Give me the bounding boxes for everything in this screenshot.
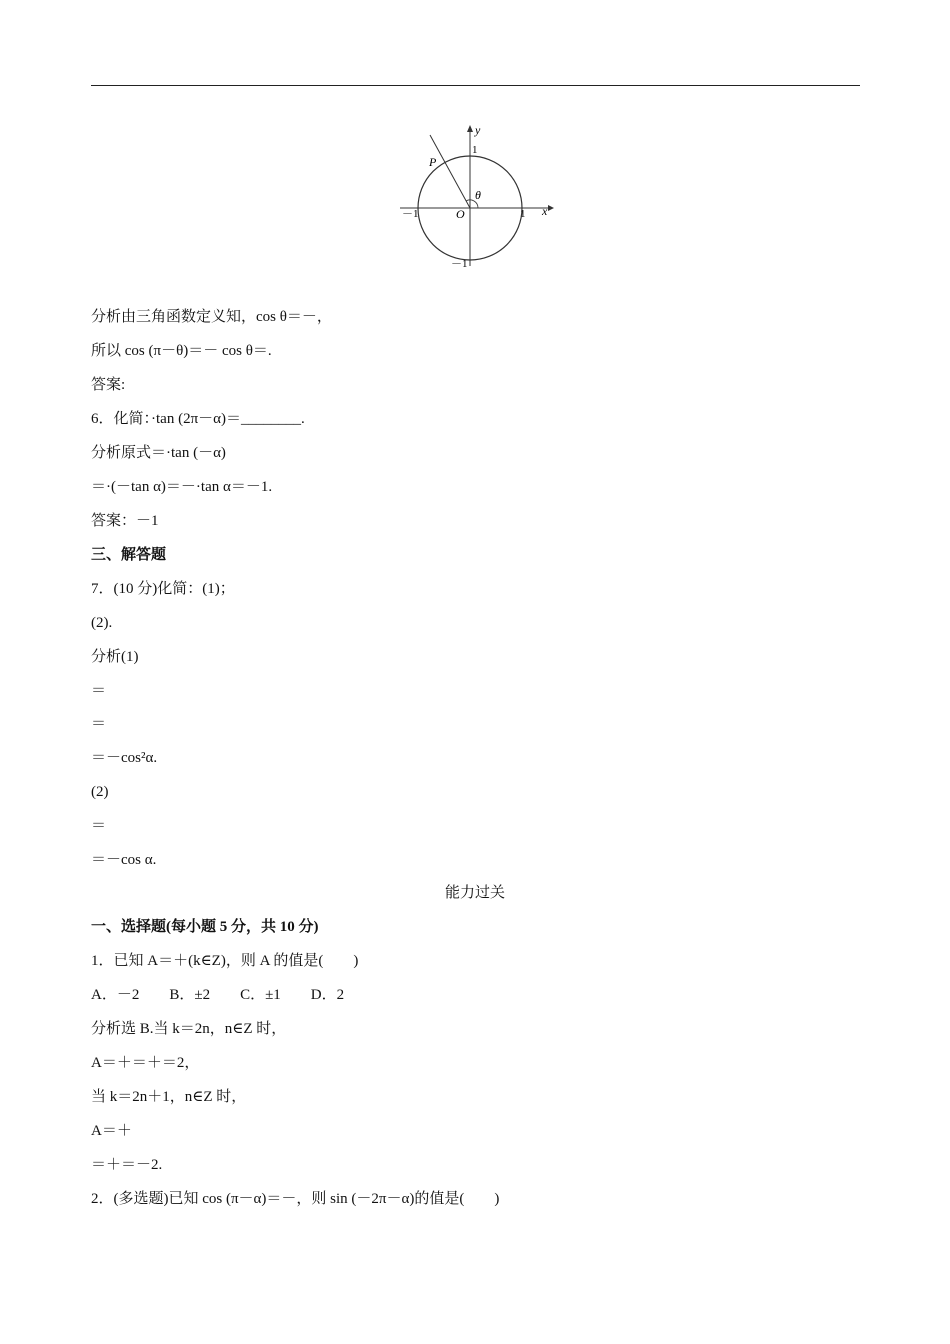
text-line: 答案: <box>91 377 126 393</box>
text-line: 分析原式＝·tan (－α) <box>91 445 226 461</box>
text-line: A＝＋ <box>91 1123 132 1139</box>
y-axis-arrow-icon <box>467 125 473 132</box>
tick-pos-x: 1 <box>520 208 526 220</box>
question-1: 1．已知 A＝＋(k∈Z)，则 A 的值是( ) <box>91 953 359 969</box>
text-line: (2) <box>91 784 109 800</box>
text-line: 所以 cos (π－θ)＝－ cos θ＝. <box>91 343 272 359</box>
point-p-label: P <box>429 155 437 169</box>
text-line: ＝ <box>91 818 107 834</box>
text-line: A＝＋＝＋＝2， <box>91 1055 200 1071</box>
axis-y-label: y <box>475 123 481 137</box>
question-7: 7．(10 分)化简：(1)； <box>91 581 235 597</box>
text-line: 分析由三角函数定义知，cos θ＝－， <box>91 309 332 325</box>
x-axis-arrow-icon <box>548 205 554 211</box>
text-line: ＝ <box>91 716 107 732</box>
text-line: 当 k＝2n＋1，n∈Z 时， <box>91 1089 247 1105</box>
origin-label: O <box>456 207 465 221</box>
text-line: (2). <box>91 615 113 631</box>
tick-pos-y: 1 <box>472 144 478 156</box>
tick-neg-x: －1 <box>402 208 419 220</box>
question-2: 2．(多选题)已知 cos (π－α)＝－，则 sin (－2π－α)的值是( ) <box>91 1191 500 1207</box>
question-6: 6．化简：·tan (2π－α)＝________. <box>91 411 305 427</box>
header-rule <box>91 85 860 86</box>
tick-neg-y: －1 <box>451 258 468 270</box>
text-line: ＝ <box>91 683 107 699</box>
section-heading: 一、选择题(每小题 5 分，共 10 分) <box>91 919 319 935</box>
text-line: ＝·(－tan α)＝－·tan α＝－1. <box>91 479 273 495</box>
section-title: 能力过关 <box>444 885 505 901</box>
axis-x-label: x <box>542 204 548 218</box>
unit-circle-figure <box>396 120 556 272</box>
choices-line: A．－2 B．±2 C．±1 D．2 <box>91 987 345 1003</box>
text-line: 分析(1) <box>91 649 139 665</box>
text-line: ＝－cos²α. <box>91 750 158 766</box>
text-line: 分析选 B.当 k＝2n，n∈Z 时， <box>91 1021 287 1037</box>
section-heading: 三、解答题 <box>91 547 167 563</box>
text-line: ＝－cos α. <box>91 852 157 868</box>
answer-line: 答案：－1 <box>91 513 159 529</box>
terminal-ray <box>430 135 470 208</box>
text-line: ＝＋＝－2. <box>91 1157 163 1173</box>
angle-label: θ <box>475 188 481 202</box>
